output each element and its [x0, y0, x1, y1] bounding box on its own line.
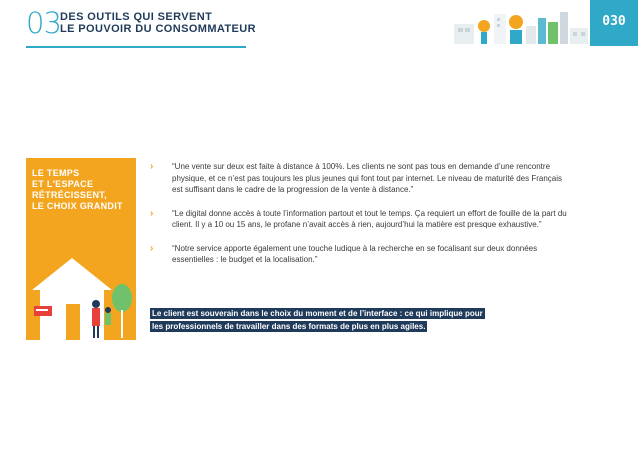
sidebar-title [32, 168, 132, 212]
highlight-line: les professionnels de travailler dans des formats de plus en plus agiles. [152, 322, 426, 331]
header-rule [26, 46, 246, 48]
city-illustration [452, 6, 592, 46]
sidebar-title-line: LE TEMPS [32, 168, 80, 178]
section-title [60, 11, 256, 35]
sidebar-panel [26, 158, 136, 340]
sidebar-title-line: ET L'ESPACE [32, 179, 94, 189]
highlight-statement [150, 307, 530, 333]
house-illustration [26, 246, 136, 340]
quote-item [150, 161, 570, 196]
page-header [0, 0, 638, 46]
chevron-right-icon: › [150, 161, 154, 172]
sidebar-title-line: LE CHOIX GRANDIT [32, 201, 123, 211]
highlight-line: Le client est souverain dans le choix du moment et de l’interface : ce qui implique pour [152, 309, 483, 318]
quote-text: “Une vente sur deux est faite à distance à 100%. Les clients ne sont pas tous en demande d’une rencontre physique, et ce n’est pas toujours les plus jeunes qui font tout par internet. Le niveau de maturité des Français est suffisant dans le cadre de la progression de la vente à distance.” [172, 162, 563, 194]
quote-item [150, 208, 570, 231]
section-title-line-1: DES OUTILS QUI SERVENT [60, 11, 213, 23]
chevron-right-icon: › [150, 207, 154, 219]
quote-text: “Le digital donne accès à toute l’information partout et tout le temps. Ça requiert un effort de fouille de la part du client. Il y a 10 ou 15 ans, le profane n’avait accès à rien, aujourd’hui la matière est presque exhaustive.” [172, 208, 567, 229]
quote-item [150, 243, 570, 266]
section-title-line-2: LE POUVOIR DU CONSOMMATEUR [60, 23, 256, 35]
quote-text: “Notre service apporte également une touche ludique à la recherche en se focalisant sur deux données essentielles : le budget et la localisation.” [172, 243, 538, 264]
sidebar-title-line: RÉTRÉCISSENT, [32, 190, 107, 200]
section-number: 03 [26, 6, 61, 40]
page-number: 030 [602, 14, 626, 29]
page-tab [590, 0, 638, 46]
quotes-list [150, 161, 570, 278]
chevron-right-icon: › [150, 242, 154, 254]
